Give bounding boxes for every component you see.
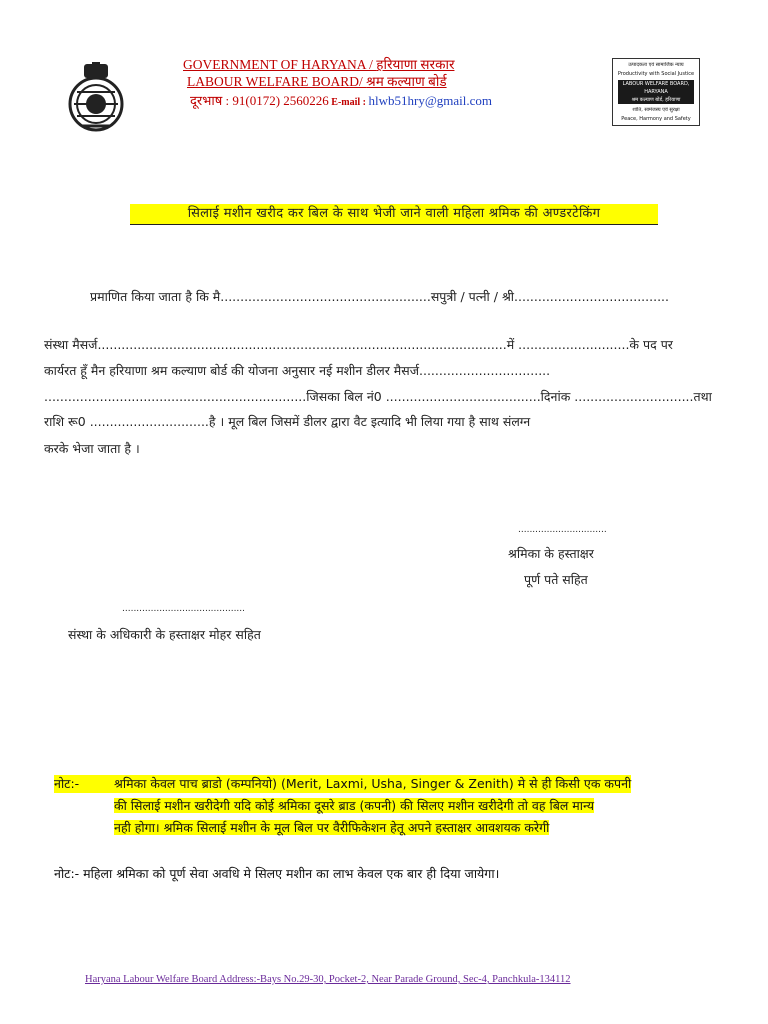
logo-bottom-text: शांति, सामंजस्य एवं सुरक्षा xyxy=(632,107,680,113)
body-line-6: करके भेजा जाता है । xyxy=(44,441,140,456)
email-address[interactable]: hlwb51hry@gmail.com xyxy=(368,93,493,108)
logo-block-text-2: श्रम कल्याण बोर्ड, हरियाणा xyxy=(631,97,681,103)
header-gov-en: GOVERNMENT OF HARYANA / xyxy=(183,57,377,72)
worker-address-label: पूर्ण पते सहित xyxy=(524,572,588,587)
note-1-line-1: श्रमिका केवल पाच ब्राडो (कम्पनियो) (Merit, Laxmi, Usha, Singer & Zenith) मे से ही किसी एक कपनी xyxy=(114,776,632,791)
header-board-hi: श्रम कल्याण बोर्ड xyxy=(366,74,447,89)
phone-number: 91(0172) 2560226 xyxy=(232,93,329,108)
haryana-emblem-icon xyxy=(62,62,130,134)
body-line-5: राशि रू0 ..............................है । मूल बिल जिसमें डीलर द्वारा वैट इत्यादि भी लिया गया है साथ संलग्न xyxy=(44,414,531,429)
document-title: सिलाई मशीन खरीद कर बिल के साथ भेजी जाने वाली महिला श्रमिक की अण्डरटेकिंग xyxy=(130,204,658,225)
board-logo xyxy=(612,58,700,126)
logo-top-text: उत्पादकता एवं सामाजिक न्याय xyxy=(628,62,684,68)
phone-label: दूरभाष : xyxy=(190,93,233,108)
logo-sub-text: Productivity with Social Justice xyxy=(617,71,695,77)
body-line-1: प्रमाणित किया जाता है कि मै.....................................................सपुत्री / पत्नी / श्री....................................... xyxy=(90,289,669,304)
officer-signature-label: संस्था के अधिकारी के हस्ताक्षर मोहर सहित xyxy=(68,627,261,642)
header-board-en: LABOUR WELFARE BOARD/ xyxy=(187,74,367,89)
body-line-2: संस्था मैसर्ज.......................................................................................................में ............................के पद पर xyxy=(44,337,673,352)
officer-signature-line: ........................................... xyxy=(122,604,246,614)
worker-signature-line: ............................... xyxy=(518,525,607,535)
logo-bottom-sub: Peace, Harmony and Safety xyxy=(621,116,691,122)
worker-signature-label: श्रमिका के हस्ताक्षर xyxy=(508,546,594,561)
body-line-3: कार्यरत हूँ मैन हरियाणा श्रम कल्याण बोर्ड की योजना अनुसार नई मशीन डीलर मैसर्ज................................. xyxy=(44,363,551,378)
header-line-1 xyxy=(183,57,454,73)
logo-block-text-1: LABOUR WELFARE BOARD, HARYANA xyxy=(622,81,690,95)
email-label: E-mail : xyxy=(328,97,369,108)
note-2: नोट:- महिला श्रमिका को पूर्ण सेवा अवधि मे सिलए मशीन का लाभ केवल एक बार ही दिया जायेगा। xyxy=(54,866,500,881)
footer-address: Haryana Labour Welfare Board Address:-Bays No.29-30, Pocket-2, Near Parade Ground, Sec-4, Panchkula-134112 xyxy=(85,974,571,985)
note-1 xyxy=(54,775,720,837)
header-line-2 xyxy=(187,74,447,90)
header-gov-hi: हरियाणा सरकार xyxy=(376,57,455,72)
note-1-line-3: नही होगा। श्रमिक सिलाई मशीन के मूल बिल पर वैरीफिकेशन हेतू अपने हस्ताक्षर आवशयक करेगी xyxy=(114,820,550,835)
note-1-label: नोट:- xyxy=(54,775,114,793)
header-contact xyxy=(190,93,492,111)
logo-block xyxy=(618,80,694,104)
note-1-line-2: की सिलाई मशीन खरीदेगी यदि कोई श्रमिका दूसरे ब्राड (कपनी) की सिलए मशीन खरीदेगी तो वह बिल मान्य xyxy=(114,798,594,813)
body-line-4: ..................................................................जिसका बिल नं0 .......................................दिनांक ..............................तथा xyxy=(44,389,712,404)
